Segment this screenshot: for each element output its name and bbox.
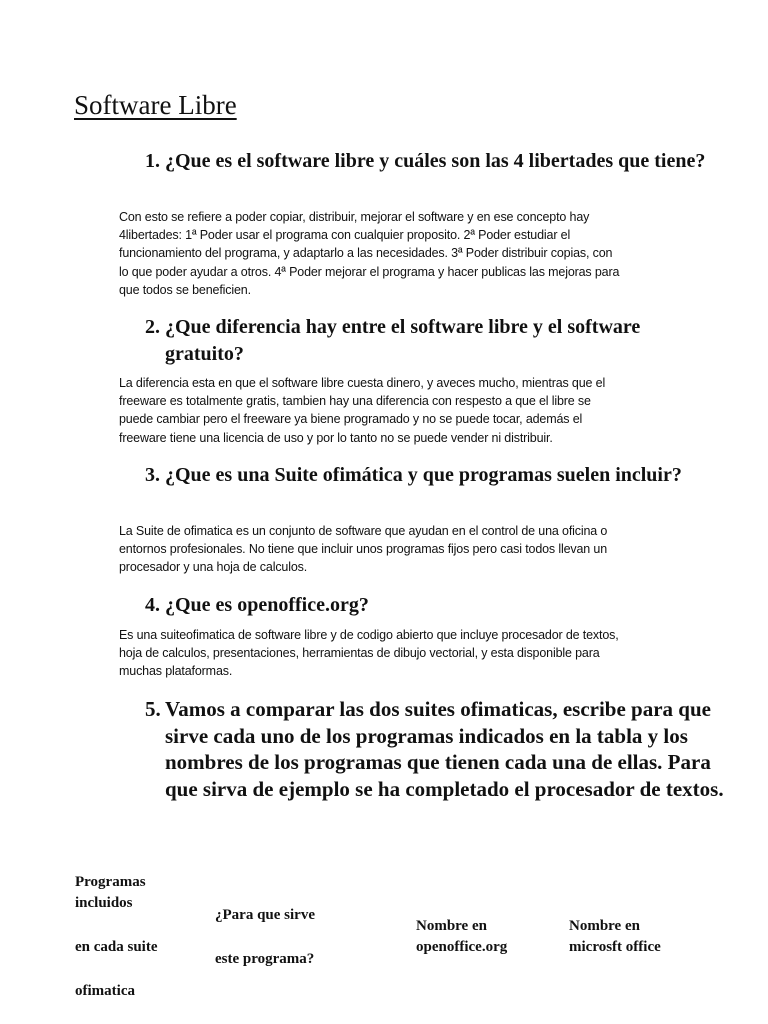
answer-3-line: La Suite de ofimatica es un conjunto de software que ayudan en el control de una oficina o xyxy=(119,524,608,538)
question-4-text: ¿Que es openoffice.org? xyxy=(165,594,369,616)
table-header-openoffice: openoffice.org xyxy=(416,939,508,955)
table-header-programs: en cada suite xyxy=(75,939,158,955)
question-5-number: 5. xyxy=(145,697,161,721)
table-header-purpose: este programa? xyxy=(215,951,315,967)
table-header-msoffice: microsft office xyxy=(569,939,661,955)
table-header-programs: ofimatica xyxy=(75,983,135,999)
question-3-text: ¿Que es una Suite ofimática y que programas suelen incluir? xyxy=(165,464,682,486)
answer-1-line: 4libertades: 1ª Poder usar el programa con cualquier proposito. 2ª Poder estudiar el xyxy=(119,228,571,243)
answer-4-line: hoja de calculos, presentaciones, herramientas de dibujo vectorial, y esta disponible para xyxy=(119,646,600,661)
answer-2-line: freeware es totalmente gratis, tambien hay una diferencia con respesto a que el libre se xyxy=(119,394,591,409)
question-4-number: 4. xyxy=(145,594,160,616)
question-2-number: 2. xyxy=(145,316,160,338)
question-3-number: 3. xyxy=(145,464,160,486)
answer-3-line: procesador y una hoja de calculos. xyxy=(119,560,308,575)
answer-2-line: La diferencia esta en que el software libre cuesta dinero, y aveces mucho, mientras que el xyxy=(119,376,606,390)
question-1-number: 1. xyxy=(145,150,160,172)
answer-3-line: entornos profesionales. No tiene que incluir unos programas fijos pero casi todos llevan un xyxy=(119,542,608,557)
answer-1-line: Con esto se refiere a poder copiar, distribuir, mejorar el software y en ese concepto hay xyxy=(119,210,590,224)
question-5-text: Vamos a comparar las dos suites ofimaticas, escribe para que sirve cada uno de los programas indicados en la tabla y los nombres de los programas que tienen cada una de ellas. Para que sirva de ejemplo se ha completado el procesador de textos. xyxy=(165,697,724,801)
answer-4-line: Es una suiteofimatica de software libre y de codigo abierto que incluye procesador de textos, xyxy=(119,628,619,642)
document-title: Software Libre xyxy=(74,90,237,120)
table-header-purpose: ¿Para que sirve xyxy=(215,907,315,923)
answer-2-line: freeware tiene una licencia de uso y por lo tanto no se puede vender ni distribuir. xyxy=(119,430,553,445)
table-header-openoffice: Nombre en xyxy=(416,918,487,934)
table-header-programs: Programas xyxy=(75,874,146,890)
answer-2-line: puede cambiar pero el freeware ya biene programado y no se puede tocar, además el xyxy=(119,412,583,427)
answer-1-line: que todos se beneficien. xyxy=(119,282,251,297)
answer-1-line: funcionamiento del programa, y adaptarlo a las necesidades. 3ª Poder distribuir copias, con xyxy=(119,246,613,261)
answer-4-line: muchas plataformas. xyxy=(119,664,233,679)
question-1-text: ¿Que es el software libre y cuáles son las 4 libertades que tiene? xyxy=(165,150,706,172)
answer-1-line: lo que poder ayudar a otros. 4ª Poder mejorar el programa y hacer publicas las mejoras para xyxy=(119,264,620,279)
table-header-msoffice: Nombre en xyxy=(569,918,640,934)
question-2-text: ¿Que diferencia hay entre el software libre y el software gratuito? xyxy=(165,316,641,365)
table-header-programs: incluidos xyxy=(75,895,133,911)
